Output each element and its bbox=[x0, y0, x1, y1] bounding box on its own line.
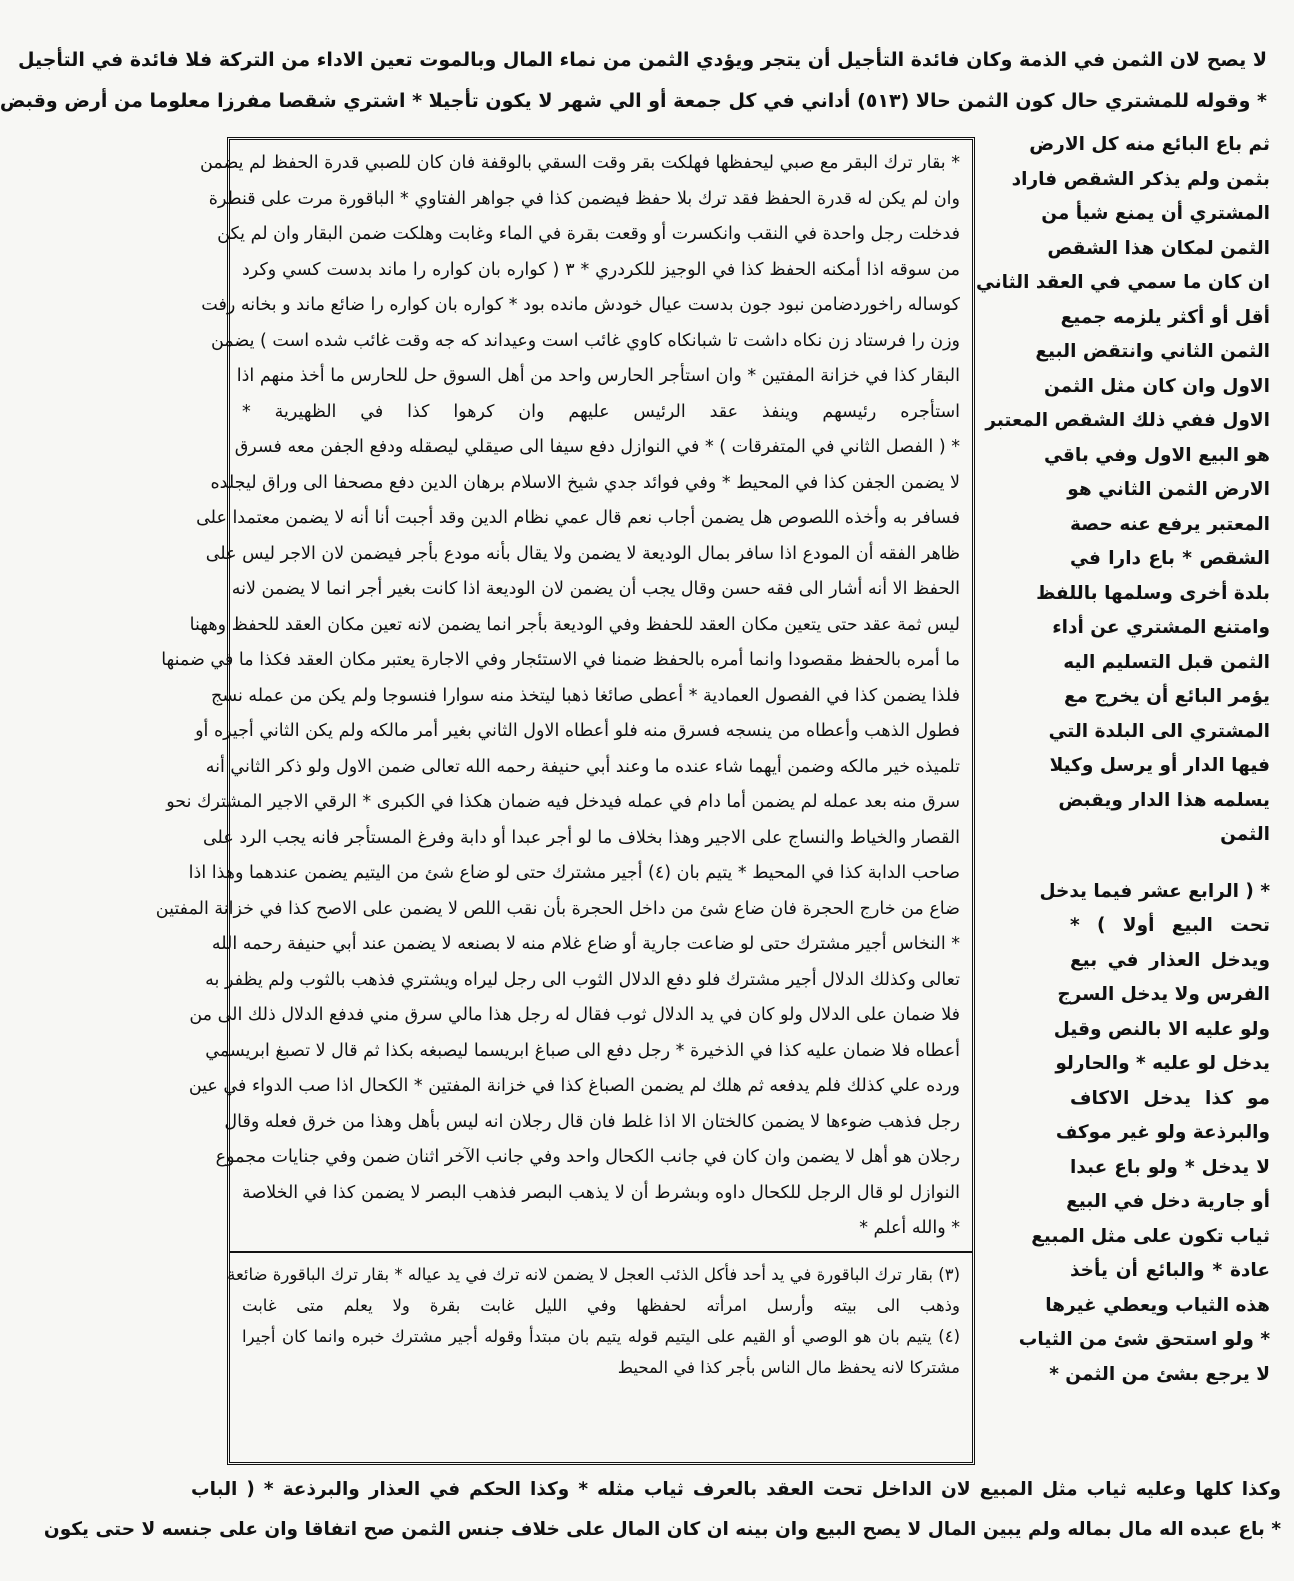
margin-line: الاول وان كان مثل الثمن bbox=[1044, 375, 1270, 397]
footnote-line: مشتركا لانه يحفظ مال الناس بأجر كذا في المحيط bbox=[617, 1357, 960, 1377]
commentary-line: ما أمره بالحفظ مقصودا وانما أمره بالحفظ ضمنا في الاستئجار وفي الاجارة يعتبر مكان العقد فكذا ما في ضمنها bbox=[161, 650, 960, 670]
bottom-line: وكذا كلها وعليه ثياب مثل المبيع لان الداخل تحت العقد بالعرف ثياب مثله * وكذا الحكم في العذار والبرذعة * ( الباب bbox=[191, 1479, 1281, 1500]
commentary-line: ورده علي كذلك فلم يدفعه ثم هلك لم يضمن الصباغ كذا في خزانة المفتين * الكحال اذا صب الدواء في عين bbox=[188, 1076, 960, 1096]
footnote-line: وذهب الى بيته وأرسل امرأته لحفظها وفي الليل غابت بقرة ولا يعلم متى غابت bbox=[242, 1295, 960, 1315]
footnotes bbox=[227, 1259, 960, 1383]
commentary-line: البقار كذا في خزانة المفتين * وان استأجر الحارس واحد من أهل السوق حل للحارس ما أخذ منهم اذا bbox=[236, 366, 960, 386]
top-text-block bbox=[0, 40, 1267, 122]
margin-line: والبرذعة ولو غير موكف bbox=[1055, 1122, 1270, 1143]
commentary-line: * بقار ترك البقر مع صبي ليحفظها فهلكت بقر وقت السقي بالوقفة فان كان للصبي قدرة الحفظ لم يضمن bbox=[200, 153, 960, 173]
commentary-line: القصار والخياط والنساج على الاجير وهذا بخلاف ما لو أجر عبدا أو دابة وفرغ المستأجر فانه يجب الرد على bbox=[202, 827, 960, 848]
margin-line: * ( الرابع عشر فيما يدخل bbox=[1039, 880, 1270, 902]
margin-line: يؤمر البائع أن يخرج مع bbox=[1064, 686, 1270, 707]
commentary-line: ضاع من خارج الحجرة فان ضاع شئ من داخل الحجرة بأن نقب اللص لا يضمن على الاصح كذا في خزانة المفتين bbox=[155, 898, 960, 919]
footnote-line: (٤) يتيم بان هو الوصي أو القيم على اليتيم قوله يتيم بان مبتدأ وقوله أجير مشترك خبره وانما كان أجيرا bbox=[242, 1326, 960, 1346]
margin-line: ثم باع البائع منه كل الارض bbox=[1029, 134, 1270, 155]
commentary-line: أعطاه فلا ضمان عليه كذا في الذخيرة * رجل دفع الى صباغ ابريسما ليصبغه بكذا ثم قال لا تصبغ ابريسمي bbox=[205, 1040, 960, 1061]
margin-line: تحت البيع أولا ) * bbox=[1070, 915, 1270, 936]
commentary-line: * والله أعلم * bbox=[859, 1218, 960, 1238]
commentary-line: لا يضمن الجفن كذا في المحيط * وفي فوائد جدي شيخ الاسلام برهان الدين دفع مصحفا الى وراق ليجلده bbox=[210, 472, 960, 493]
bottom-line: * باع عبده اله مال بماله ولم يبين المال لا يصح البيع وان بينه ان كان المال على خلاف جنس الثمن صح اتفاقا وان على جنسه لا حتى يكون bbox=[43, 1519, 1281, 1540]
margin-line: فيها الدار أو يرسل وكيلا bbox=[1049, 755, 1270, 776]
margin-line: وامتنع المشتري عن أداء bbox=[1052, 617, 1270, 638]
margin-line: ويدخل العذار في بيع bbox=[1070, 949, 1270, 971]
commentary-line: تلميذه خير مالكه وضمن أيهما شاء عنده ما وعند أبي حنيفة رحمه الله تعالى ضمن الاول ولو ذكر الثاني أنه bbox=[205, 756, 960, 777]
commentary-line: * ( الفصل الثاني في المتفرقات ) * في النوازل دفع سيفا الى صيقلي ليصقله ودفع الجفن معه فسرق bbox=[234, 437, 960, 457]
commentary-line: تعالى وكذلك الدلال أجير مشترك فلو دفع الدلال الثوب الى رجل ليراه ويشتري فذهب بالثوب ولم يظفر به bbox=[205, 969, 960, 990]
margin-line: الشقص * باع دارا في bbox=[1070, 548, 1270, 569]
margin-line: يسلمه هذا الدار ويقبض bbox=[1058, 789, 1270, 811]
commentary-line: فدخلت رجل واحدة في النقب وانكسرت أو وقعت بقرة في الماء وغابت وهلكت ضمن البقار وان لم يكن bbox=[217, 224, 960, 244]
margin-line: ثياب تكون على مثل المبيع bbox=[1031, 1225, 1270, 1247]
commentary-line: الحفظ الا أنه أشار الى فقه حسن وقال يجب أن يضمن لان الوديعة اذا كانت بغير أجر انما لا يضمن لانه bbox=[231, 579, 960, 599]
commentary-line: من سوقه اذا أمكنه الحفظ كذا في الوجيز للكردري * ٣ ( كواره بان كواره را ماند بدست كسي وكرد bbox=[242, 259, 960, 280]
commentary-line: رجل فذهب ضوءها لا يضمن كالختان الا اذا غلط فان قال رجلان انه ليس بأهل وهذا من خرق فعله وقال bbox=[224, 1111, 960, 1132]
commentary-line: وان لم يكن له قدرة الحفظ فقد ترك بلا حفظ فيضمن كذا في جواهر الفتاوي * الباقورة مرت على قنطرة bbox=[208, 188, 960, 209]
commentary-line: صاحب الدابة كذا في المحيط * يتيم بان (٤) أجير مشترك حتى لو ضاع شئ من اليتيم يضمن عندهما وهذا اذا bbox=[188, 863, 960, 883]
footnote-line: (٣) بقار ترك الباقورة في يد أحد فأكل الذئب العجل لا يضمن لانه ترك في يد عياله * بقار ترك الباقورة ضائعة bbox=[227, 1264, 960, 1284]
bottom-text-block bbox=[43, 1470, 1281, 1550]
margin-line: الارض الثمن الثاني هو bbox=[1067, 479, 1270, 500]
commentary-box bbox=[155, 137, 975, 1465]
commentary-line: كوساله راخوردضامن نبود جون بدست عيال خودش مانده بود * كواره بان كواره را ضائع ماند و بخانه رفت bbox=[201, 295, 960, 315]
top-line: لا يصح لان الثمن في الذمة وكان فائدة التأجيل أن يتجر ويؤدي الثمن من نماء المال وبالموت تعين الاداء من التركة فلا فائدة في التأجيل bbox=[18, 49, 1267, 71]
margin-line: ان كان ما سمي في العقد الثاني bbox=[976, 272, 1270, 293]
margin-line: بثمن ولم يذكر الشقص فاراد bbox=[1011, 168, 1270, 190]
margin-line: * ولو استحق شئ من الثياب bbox=[1018, 1329, 1270, 1350]
margin-line: بلدة أخرى وسلمها باللفظ bbox=[1036, 582, 1270, 604]
top-line: * وقوله للمشتري حال كون الثمن حالا (٥١٣) أداني في كل جمعة أو الي شهر لا يكون تأجيلا * اشتري شقصا مفرزا معلوما من أرض وقبض bbox=[0, 90, 1267, 112]
margin-line: الاول ففي ذلك الشقص المعتبر bbox=[985, 410, 1270, 431]
margin-line: أو جارية دخل في البيع bbox=[1066, 1191, 1270, 1212]
commentary-line: ظاهر الفقه أن المودع اذا سافر بمال الوديعة لا يضمن ولا يقال بأنه مودع بأجر فيضمن لان الاجر ليس على bbox=[205, 543, 960, 564]
margin-line: هو البيع الاول وفي باقي bbox=[1044, 444, 1270, 466]
commentary-line: استأجره رئيسهم وينفذ عقد الرئيس عليهم وان كرهوا كذا في الظهيرية * bbox=[242, 401, 960, 422]
commentary-line: ليس ثمة عقد حتى يتعين مكان العقد للحفظ وفي الوديعة بأجر انما يضمن لانه تعين مكان العقد للحفظ وههنا bbox=[189, 614, 960, 635]
commentary-line: وزن را فرستاد زن نكاه داشت تا شبانكاه كاوي غائب است وعيداند كه جه وقت غائب شده است ) يضمن bbox=[210, 330, 960, 351]
margin-line: المعتبر يرفع عنه حصة bbox=[1070, 513, 1270, 535]
margin-line: الثمن قبل التسليم اليه bbox=[1063, 651, 1270, 673]
margin-line: عادة * والبائع أن يأخذ bbox=[1070, 1260, 1270, 1281]
margin-line: الثمن الثاني وانتقض البيع bbox=[1035, 341, 1270, 362]
margin-line: الثمن لمكان هذا الشقص bbox=[1047, 237, 1270, 259]
commentary-line: فلا ضمان على الدلال ولو كان في يد الدلال ثوب فقال له رجل هذا مالي سرق مني فدفع الدلال ذلك الى من bbox=[189, 1005, 960, 1025]
margin-line: هذه الثياب ويعطي غيرها bbox=[1045, 1294, 1270, 1316]
margin-line: لا يدخل * ولو باع عبدا bbox=[1070, 1156, 1270, 1178]
margin-line: الثمن bbox=[1220, 824, 1270, 845]
commentary-line: سرق منه بعد عمله لم يضمن أما دام في عمله فيدخل فيه ضمان هكذا في الكبرى * الرقي الاجير المشترك نحو bbox=[166, 792, 960, 812]
commentary-line: رجلان هو أهل لا يضمن وان كان في جانب الكحال واحد وفي جانب الآخر اثنان ضمن وفي جنايات مجموع bbox=[215, 1147, 960, 1167]
margin-line: المشتري الى البلدة التي bbox=[1048, 720, 1270, 742]
margin-line: المشتري أن يمنع شيأ من bbox=[1041, 203, 1270, 224]
commentary-line: * النخاس أجير مشترك حتى لو ضاعت جارية أو ضاع غلام منه لا بصنعه لا يضمن عند أبي حنيفة رحمه الله bbox=[211, 934, 960, 954]
margin-text-lower bbox=[1018, 875, 1270, 1393]
margin-line: الفرس ولا يدخل السرج bbox=[1057, 984, 1270, 1005]
commentary-line: فسافر به وأخذه اللصوص هل يضمن أجاب نعم قال عمي نظام الدين وقد أجبت أنا أنه لا يضمن معتمدا على bbox=[196, 508, 960, 528]
footnote-divider bbox=[230, 1251, 972, 1253]
margin-column bbox=[976, 128, 1270, 1392]
commentary-text bbox=[155, 146, 960, 1247]
margin-line: مو كذا يدخل الاكاف bbox=[1070, 1087, 1270, 1109]
margin-text-upper bbox=[976, 128, 1270, 853]
commentary-line: النوازل لو قال الرجل للكحال داوه وبشرط أن لا يذهب البصر فذهب البصر لا يضمن كذا في الخلاصة bbox=[242, 1182, 960, 1203]
margin-line: ولو عليه الا بالنص وقيل bbox=[1053, 1018, 1270, 1040]
margin-line: لا يرجع بشئ من الثمن * bbox=[1049, 1363, 1270, 1385]
margin-line: أقل أو أكثر يلزمه جميع bbox=[1060, 306, 1270, 328]
commentary-line: فطول الذهب وأعطاه من ينسجه فسرق منه فلو أعطاه الاول الثاني بغير أمر مالكه ولم يكن الثاني أجيره أو bbox=[195, 721, 960, 741]
commentary-line: فلذا يضمن كذا في الفصول العمادية * أعطى صائغا ذهبا ليتخذ منه سوارا فنسوجا ولم يكن من عمله نسج bbox=[211, 685, 960, 706]
margin-line: يدخل لو عليه * والحارلو bbox=[1055, 1053, 1270, 1074]
